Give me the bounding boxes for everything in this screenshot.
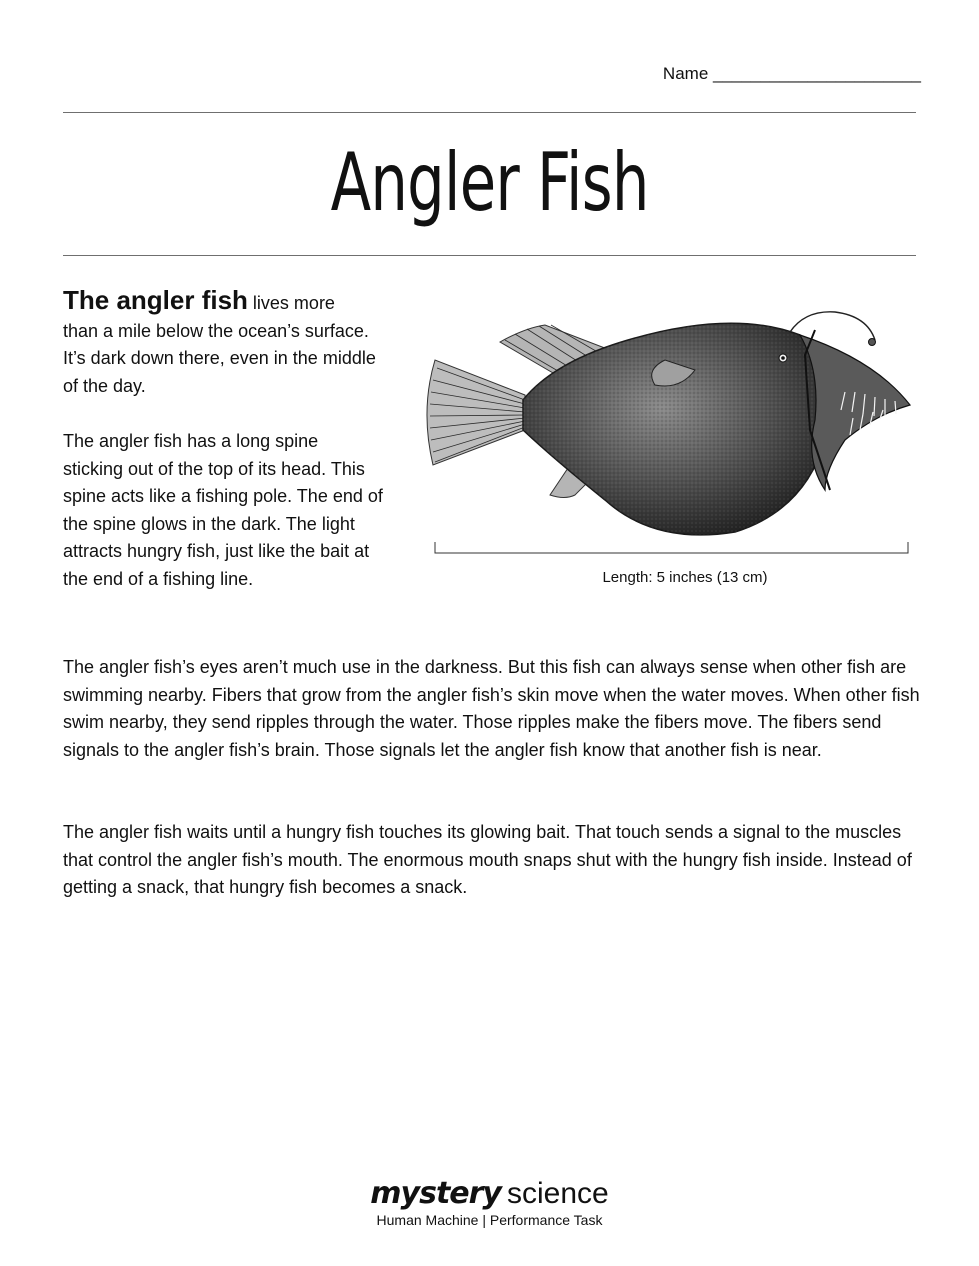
body-paragraph-3: The angler fish’s eyes aren’t much use in the darkness. But this fish can always sense when other fish are swimming nearby. Fibers that grow from the angler fish’s skin move when the water moves. When other fish swim nearby, they send ripples through the water. Those ripples make the fibers move. The fibers send signals to the angler fish’s brain. Those signals let the angler fish know that another fish is near. [63, 657, 920, 760]
intro-paragraph-1-text: than a mile below the ocean’s surface. It’s dark down there, even in the middle of the day. [63, 320, 376, 396]
footer-subtitle: Human Machine | Performance Task [376, 1212, 603, 1228]
logo-science: science [507, 1177, 609, 1210]
logo-mystery: mystery [370, 1176, 501, 1211]
page-title: Angler Fish [330, 136, 649, 229]
intro-paragraph-2: The angler fish has a long spine sticking out of the top of its head. This spine acts like a fishing pole. The end of the spine glows in the dark. The light attracts hungry fish, just like the bait at the end of a fishing line. [63, 430, 383, 589]
intro-column [63, 284, 383, 594]
mystery-science-logo [0, 1176, 979, 1212]
top-divider [63, 112, 916, 113]
lead-phrase: The angler fish [63, 285, 248, 315]
figure-caption: Length: 5 inches (13 cm) [602, 569, 768, 586]
body-paragraph-4: The angler fish waits until a hungry fish touches its glowing bait. That touch sends a signal to the muscles that control the angler fish’s mouth. The enormous mouth snaps shut with the hungry fish inside. Instead of getting a snack, that hungry fish becomes a snack. [63, 822, 912, 898]
lead-rest: lives more [247, 293, 335, 313]
angler-fish-figure [405, 300, 925, 600]
angler-fish-illustration [405, 300, 925, 600]
title-divider [63, 255, 916, 256]
intro-paragraph-1 [63, 284, 383, 400]
name-field-label: Name ______________________ [662, 64, 921, 83]
